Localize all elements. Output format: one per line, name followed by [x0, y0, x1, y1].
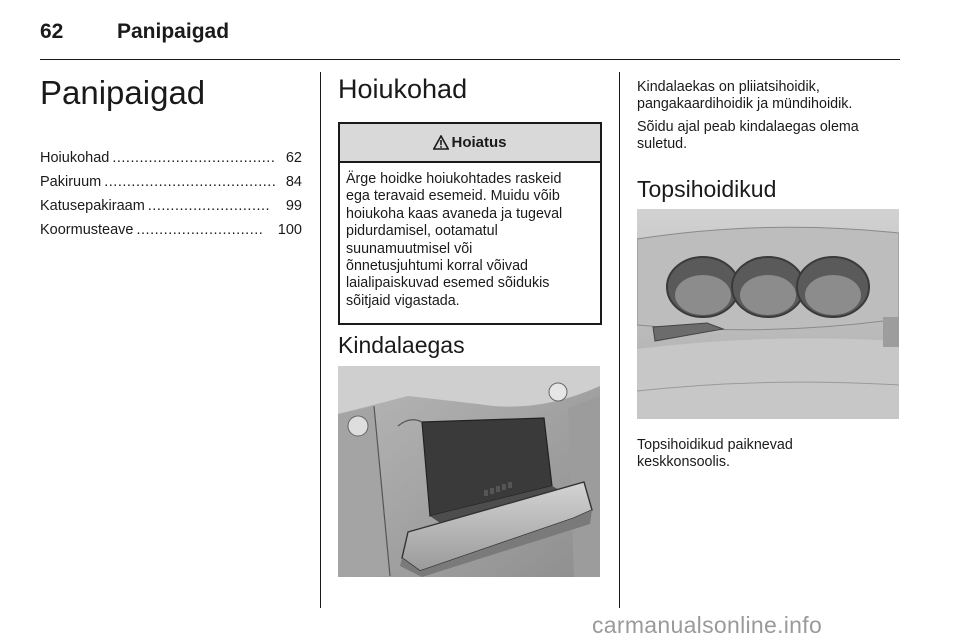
glovebox-title: Kindalaegas [338, 332, 465, 358]
toc-leader-dots: ............................ [136, 222, 264, 238]
warning-triangle-icon [433, 135, 449, 150]
text-line: Kindalaekas on pliiatsihoidik, [637, 79, 820, 95]
toc-entry-pakiruum[interactable] [40, 174, 302, 198]
glovebox-paragraph-1 [637, 79, 899, 114]
warning-line: pidurdamisel, ootamatul [346, 223, 498, 240]
column-divider-right [619, 72, 620, 608]
cupholders-title: Topsihoidikud [637, 176, 777, 202]
text-line: pangakaardihoidik ja mündihoidik. [637, 96, 853, 113]
warning-heading: Hoiatus [451, 134, 507, 151]
warning-header [340, 124, 600, 163]
header-rule [40, 59, 900, 60]
toc-entry-koormusteave[interactable] [40, 222, 302, 246]
warning-line: laialipaiskuvad esemed sõidukis [346, 275, 550, 292]
text-line: Sõidu ajal peab kindalaegas olema [637, 119, 859, 135]
watermark: carmanualsonline.info [592, 612, 823, 638]
toc-entry-hoiukohad[interactable] [40, 150, 302, 174]
table-of-contents [40, 150, 302, 246]
running-title: Panipaigad [117, 20, 230, 43]
warning-line: sõitjaid vigastada. [346, 292, 460, 309]
toc-label: Pakiruum [40, 174, 102, 190]
toc-label: Katusepakiraam [40, 198, 145, 214]
warning-line: suunamuutmisel või [346, 240, 473, 257]
cupholders-illustration [637, 209, 899, 419]
toc-leader-dots: ...................................... [104, 174, 277, 190]
glovebox-illustration [338, 366, 600, 577]
warning-text [340, 163, 600, 310]
chapter-title: Panipaigad [40, 74, 206, 111]
cupholders-caption [637, 437, 899, 472]
toc-leader-dots: ........................... [147, 198, 271, 214]
warning-line: hoiukoha kaas avaneda ja tugeval [346, 205, 563, 222]
warning-line: Ärge hoidke hoiukohtades raskeid [346, 171, 562, 187]
toc-leader-dots: .................................... [112, 150, 276, 166]
toc-page-number: 100 [277, 222, 302, 238]
toc-page-number: 84 [285, 174, 302, 190]
column-divider-left [320, 72, 321, 608]
page-number: 62 [40, 20, 64, 43]
section-title: Hoiukohad [338, 74, 468, 104]
toc-label: Koormusteave [40, 222, 134, 238]
warning-line: ega teravaid esemeid. Muidu võib [346, 188, 560, 205]
text-line: suletud. [637, 136, 688, 153]
text-line: Topsihoidikud paiknevad [637, 437, 793, 453]
toc-page-number: 99 [285, 198, 302, 214]
toc-label: Hoiukohad [40, 150, 110, 166]
glovebox-paragraph-2 [637, 119, 899, 154]
toc-page-number: 62 [285, 150, 302, 166]
warning-box [338, 122, 602, 325]
toc-entry-katusepakiraam[interactable] [40, 198, 302, 222]
warning-line: õnnetusjuhtumi korral võivad [346, 258, 528, 275]
text-line: keskkonsoolis. [637, 454, 730, 471]
